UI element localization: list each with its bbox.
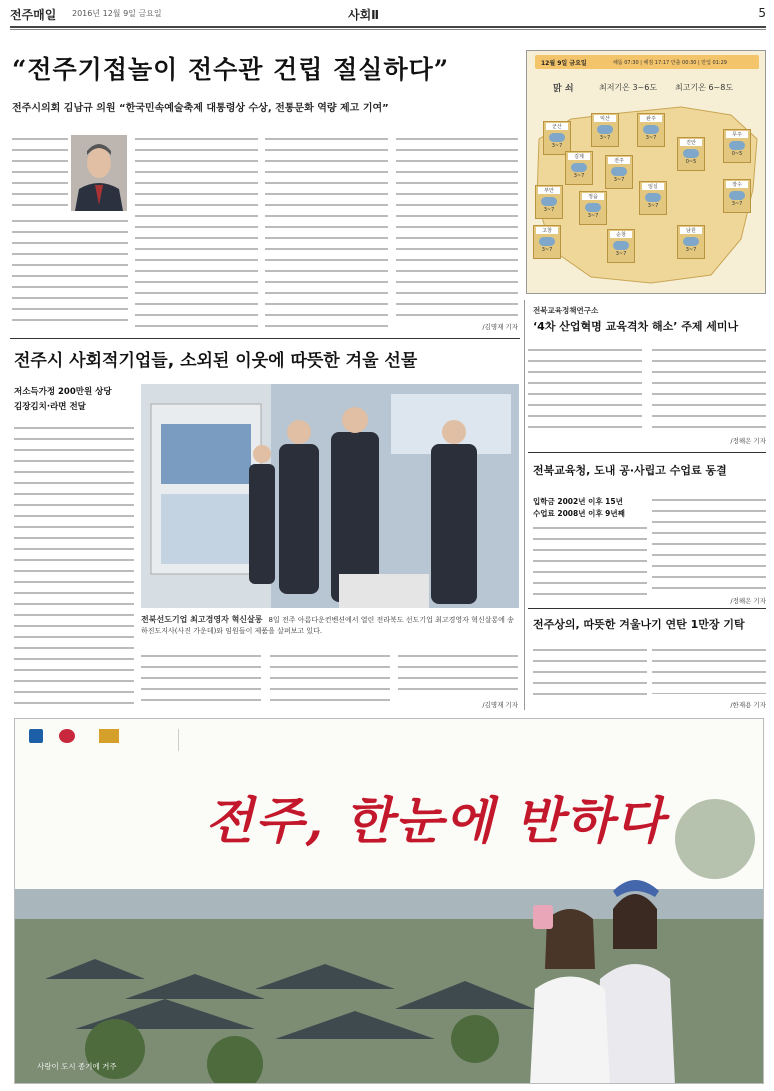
city-jeongeup: 정읍 3~7 — [579, 191, 607, 225]
article5-body-col1 — [533, 646, 647, 702]
header-rule — [10, 26, 766, 28]
city-iksan: 익산 3~7 — [591, 113, 619, 147]
city-gochang: 고창 3~7 — [533, 225, 561, 259]
cloudy-icon — [611, 167, 627, 176]
article1-body-col2 — [135, 135, 258, 330]
article2-kicker: 전북교육정책연구소 — [533, 306, 599, 315]
article3-body-col2 — [141, 652, 261, 710]
article3-body-col1 — [14, 424, 134, 708]
city-muju: 무주 0~5 — [723, 129, 751, 163]
city-logo-icon — [59, 729, 75, 743]
article5-headline: 전주상의, 따뜻한 겨울나기 연탄 1만장 기탁 — [533, 618, 745, 631]
cloudy-icon — [541, 197, 557, 206]
cloudy-icon — [683, 237, 699, 246]
article4-body-col2 — [652, 496, 766, 594]
ad-logos — [29, 729, 179, 751]
article1-body-col1 — [12, 217, 128, 330]
city-jeonju: 전주 3~7 — [605, 155, 633, 189]
article3-headline: 전주시 사회적기업들, 소외된 이웃에 따뜻한 겨울 선물 — [14, 351, 418, 371]
cloudy-icon — [549, 133, 565, 142]
paper-name: 전주매일 — [10, 8, 57, 22]
article3-body-col4 — [398, 652, 518, 698]
unesco-logo-icon — [29, 729, 43, 743]
column-divider — [524, 300, 525, 710]
article1-body-col1-top — [12, 135, 68, 213]
ad-slogan: 전주, 한눈에 반하다 — [205, 791, 666, 850]
sponsor-logo-icon — [99, 729, 119, 743]
portrait-image — [71, 135, 127, 211]
city-jangsu: 장수 3~7 — [723, 179, 751, 213]
event-photo-image — [141, 384, 519, 608]
event-photo — [141, 384, 519, 608]
page-header — [10, 6, 766, 26]
article2-byline: /정해은 기자 — [730, 437, 766, 445]
article4-rule — [528, 452, 766, 453]
article3-subhead2: 김장김치·라면 전달 — [14, 402, 86, 412]
article5-body-col2 — [652, 646, 766, 694]
cloudy-icon — [645, 193, 661, 202]
article4-subhead1: 입학금 2002년 이후 15년 — [533, 497, 623, 506]
weather-panel — [526, 50, 766, 294]
article1-body-col4 — [396, 135, 518, 320]
cloudy-icon — [597, 125, 613, 134]
cloudy-icon — [683, 149, 699, 158]
article3-subhead1: 저소득가정 200만원 상당 — [14, 387, 112, 397]
weather-header-bar — [535, 55, 759, 69]
weather-stats: 해뜸 07:30 | 해짐 17:17 만출 00:30 | 만입 01:29 — [613, 60, 727, 66]
header-rule-thin — [10, 29, 766, 30]
article4-body-col1 — [533, 524, 647, 604]
issue-date: 2016년 12월 9일 금요일 — [72, 9, 162, 18]
cloudy-icon — [539, 237, 555, 246]
city-namwon: 남원 3~7 — [677, 225, 705, 259]
article2-headline: ‘4차 산업혁명 교육격차 해소’ 주제 세미나 — [533, 320, 739, 333]
ad-artwork — [15, 719, 764, 1084]
city-wanju: 완주 3~7 — [637, 113, 665, 147]
weather-date: 12월 9일 금요일 — [541, 60, 587, 67]
article4-headline: 전북교육청, 도내 공·사립고 수업료 동결 — [533, 464, 727, 477]
article5-rule — [528, 608, 766, 609]
tourism-ad — [14, 718, 764, 1084]
article1-body-col3 — [265, 135, 388, 330]
city-gimje: 김제 3~7 — [565, 151, 593, 185]
photo-caption — [141, 614, 519, 637]
ad-caption: 사랑이 도시 종기에 거주 — [37, 1062, 117, 1071]
article2-body-col2 — [652, 346, 766, 434]
city-sunchang: 순창 3~7 — [607, 229, 635, 263]
cloudy-icon — [643, 125, 659, 134]
cloudy-icon — [585, 203, 601, 212]
reporter-portrait — [71, 135, 127, 211]
page-number: 5 — [758, 6, 766, 20]
city-jinan: 진안 0~5 — [677, 137, 705, 171]
section-divider — [10, 338, 520, 339]
weather-min-temp: 최저기온 3~6도 — [599, 83, 658, 92]
article3-body-col3 — [270, 652, 390, 710]
article2-body-col1 — [528, 346, 642, 434]
cloudy-icon — [613, 241, 629, 250]
article4-byline: /정해은 기자 — [730, 597, 766, 605]
article1-subhead: 전주시의회 김남규 의원 “한국민속예술축제 대통령상 수상, 전통문화 역량 제고 기여” — [12, 103, 389, 114]
cloudy-icon — [571, 163, 587, 172]
weather-max-temp: 최고기온 6~8도 — [675, 83, 734, 92]
city-imsil: 임실 3~7 — [639, 181, 667, 215]
city-gunsan: 군산 3~7 — [543, 121, 571, 155]
article5-byline: /한재용 기자 — [730, 701, 766, 709]
caption-text: 8일 전주 아름다운컨벤션에서 열린 전라북도 선도기업 최고경영자 혁신살롱에 송하진도지사(사진 가운데)와 임원들이 제품을 살펴보고 있다. — [141, 616, 514, 635]
article4-subhead2: 수업료 2008년 이후 9년째 — [533, 509, 625, 518]
article1-byline: /김명재 기자 — [482, 323, 518, 331]
cloudy-icon — [729, 191, 745, 200]
article1-headline: “전주기접놀이 전수관 건립 절실하다” — [12, 55, 450, 84]
caption-title: 전북선도기업 최고경영자 혁신살롱 — [141, 615, 263, 624]
cloudy-icon — [729, 141, 745, 150]
city-buan: 부안 3~7 — [535, 185, 563, 219]
article3-byline: /김명재 기자 — [482, 701, 518, 709]
section-name: 사회Ⅱ — [348, 8, 380, 22]
weather-sky: 맑 쇠 — [553, 84, 574, 94]
